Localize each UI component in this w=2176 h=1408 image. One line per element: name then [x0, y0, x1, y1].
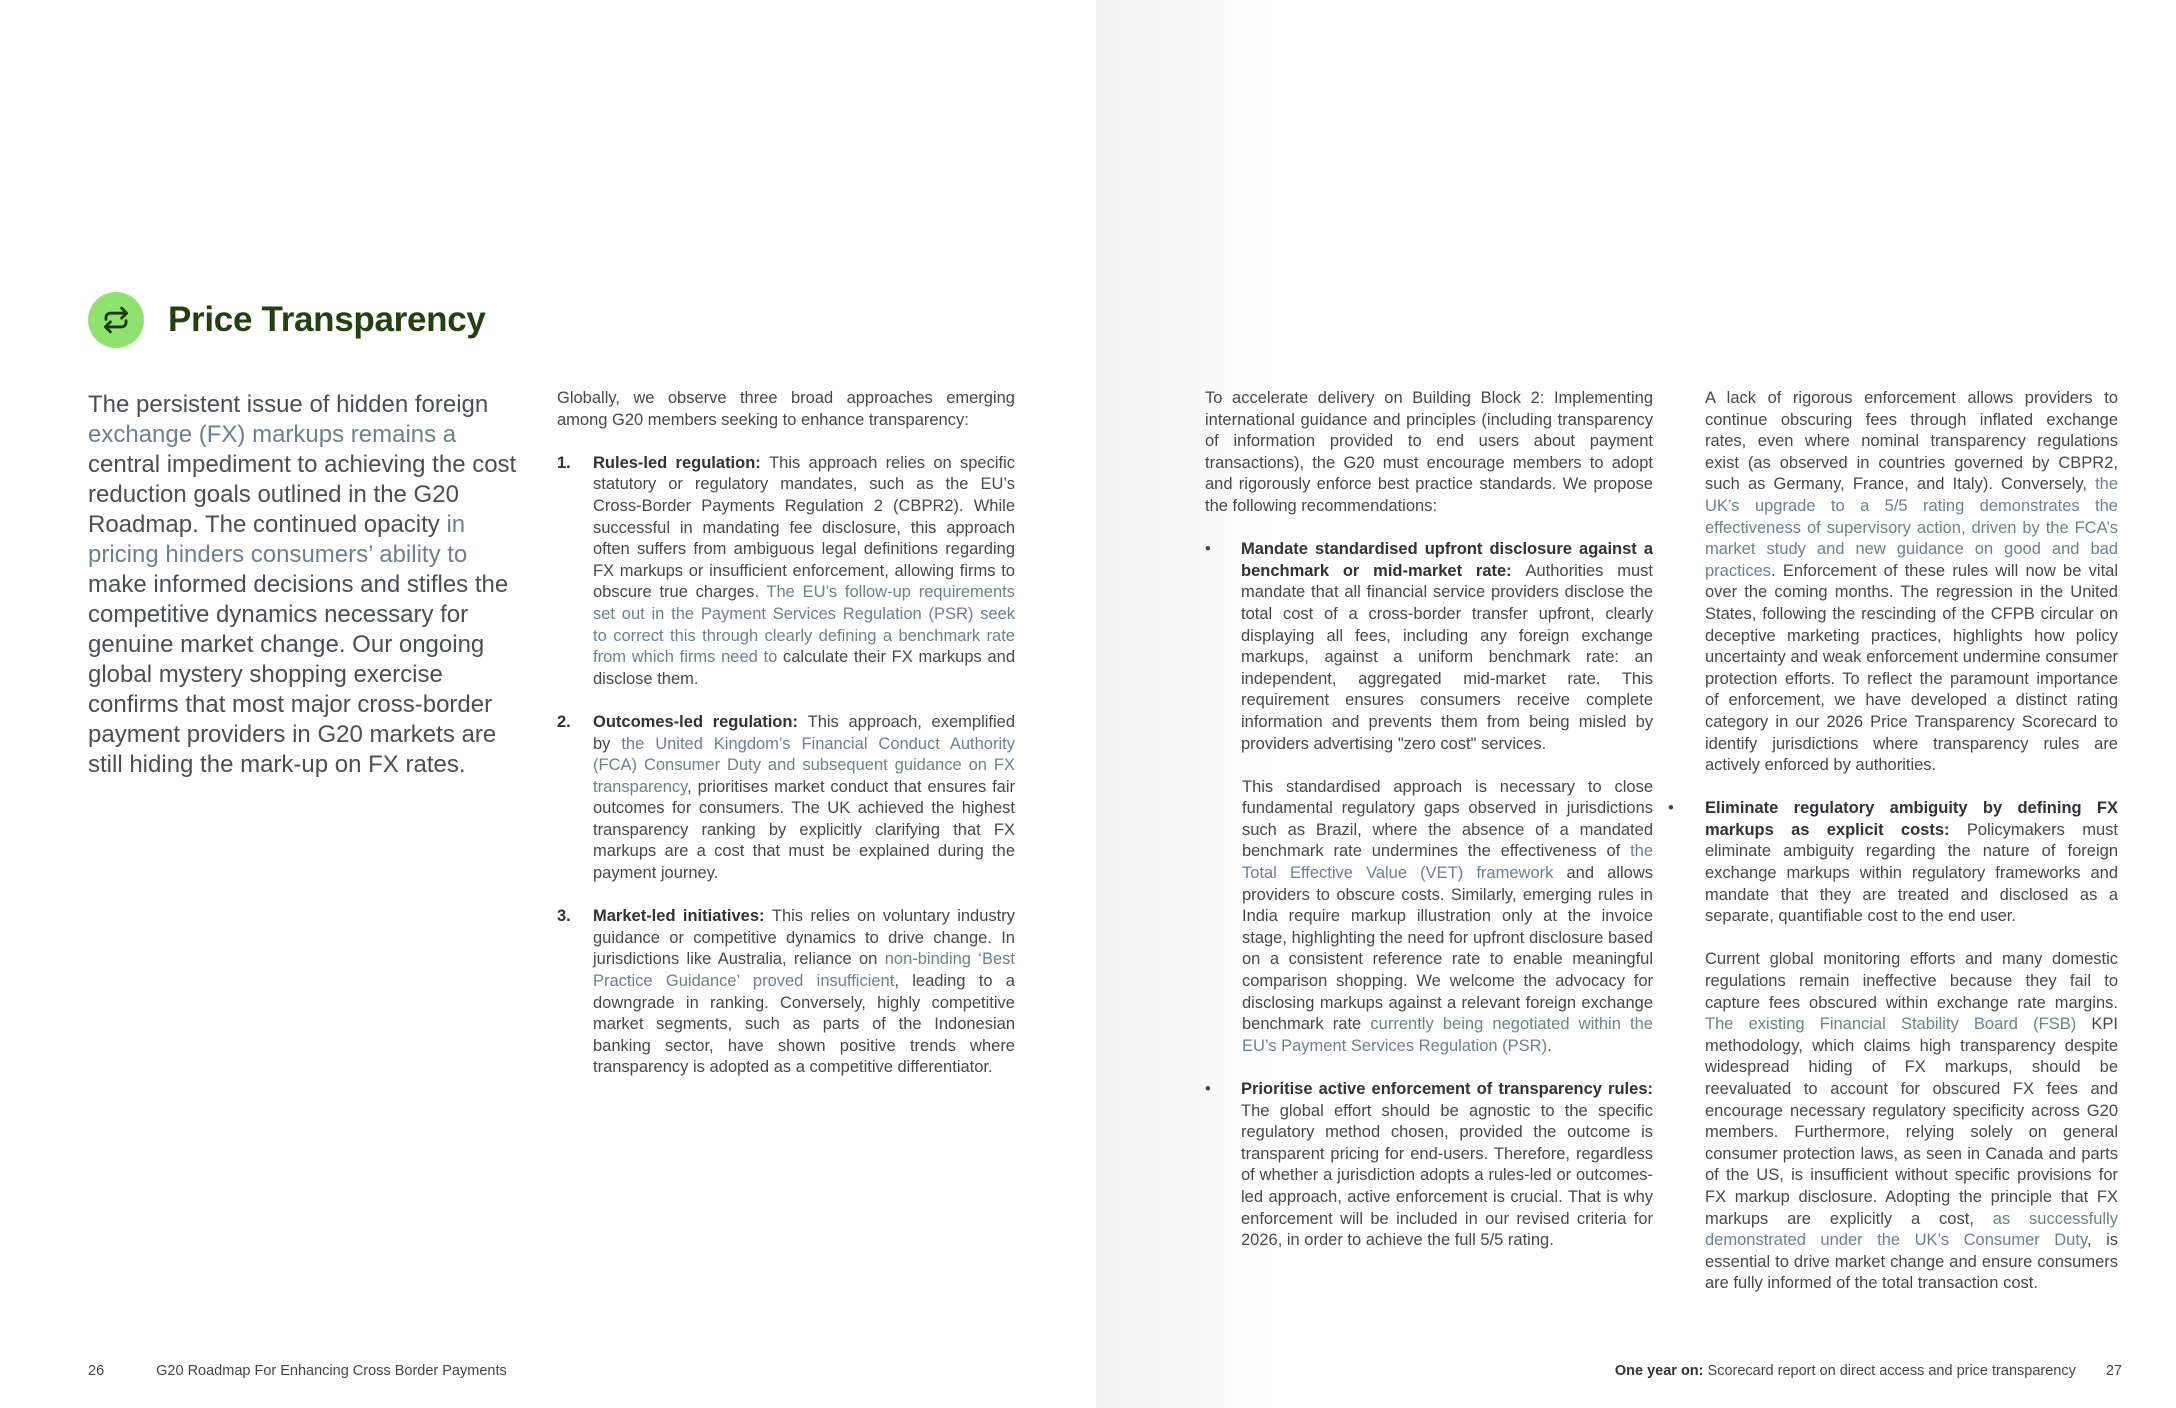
- link-text[interactable]: as successfully demonstrated under the UK’s Consumer Duty: [1705, 1209, 2118, 1250]
- item-text: [593, 907, 1015, 1076]
- bold-lead-in: Eliminate regulatory ambiguity by defining FX markups as explicit costs:: [1705, 799, 2118, 839]
- continuation-paragraph: [1242, 777, 1653, 1058]
- text-segment: A lack of rigorous enforcement allows providers to continue obscuring fees through inflated exchange rates, even where nominal transparency regulations exist (as observed in countries governed by CBPR2, such as Germany, France, and Italy). Conversely,: [1705, 389, 2118, 494]
- item-number: 2.: [557, 712, 571, 731]
- text-segment: The global effort should be agnostic to the specific regulatory method chosen, provided the outcome is transparent pricing for end-users. Therefore, regardless of whether a jurisdiction adopts a rules-led or outcomes-led approach, active enforcement is crucial. That is why enforcement will be included in our revised criteria for 2026, in order to achieve the full 5/5 rating.: [1241, 1101, 1653, 1250]
- numbered-item: [557, 906, 1015, 1079]
- bold-lead-in: Market-led initiatives:: [593, 907, 772, 926]
- text-segment: Authorities must mandate that all financial service providers disclose the total cost of a cross-border transfer upfront, clearly displaying all fees, including any foreign exchange markups, against a uniform benchmark rate: an independent, aggregated mid-market rate. This requirement ensures consumers receive complete information and prevents them from being misled by providers advertising "zero cost" services.: [1241, 561, 1653, 753]
- link-text[interactable]: the UK’s upgrade to a 5/5 rating demonstrates the effectiveness of supervisory action, driven by the FCA’s market study and new guidance on good and bad practices: [1705, 475, 2118, 580]
- link-text[interactable]: non-binding ‘Best Practice Guidance’ proved insufficient: [593, 950, 1015, 991]
- intro-paragraph: [88, 390, 528, 780]
- link-text[interactable]: in pricing hinders consumers’ ability to: [88, 511, 468, 568]
- page-number: 26: [88, 1363, 105, 1379]
- bullet-item: [1668, 798, 2118, 928]
- right-text-column-2: [1668, 388, 2118, 1295]
- bold-lead-in: Mandate standardised upfront disclosure against a benchmark or mid-market rate:: [1241, 540, 1653, 580]
- text-segment: make informed decisions and stifles the competitive dynamics necessary for genuine market change. Our ongoing global mystery shopping exercise confirms that most major cross-border payment providers in G20 markets are still hiding the mark-up on FX rates.: [88, 571, 509, 778]
- right-footer: [1615, 1362, 2122, 1380]
- bullet-marker: •: [1205, 540, 1211, 559]
- numbered-item: [557, 453, 1015, 691]
- column-lead: Globally, we observe three broad approaches emerging among G20 members seeking to enhance transparency:: [557, 389, 1015, 429]
- bold-lead-in: Prioritise active enforcement of transparency rules:: [1241, 1080, 1653, 1098]
- footer-text: Scorecard report on direct access and price transparency: [1703, 1363, 2076, 1379]
- text-segment: central impediment to achieving the cost reduction goals outlined in the G20 Roadmap. The continued opacity: [88, 451, 517, 538]
- text-segment: This relies on voluntary industry guidance or competitive dynamics to drive change. In jurisdictions like Australia, reliance on: [593, 907, 1015, 969]
- item-number: 1.: [557, 453, 571, 472]
- text-segment: This standardised approach is necessary to close fundamental regulatory gaps observed in jurisdictions such as Brazil, where the absence of a mandated benchmark rate undermines the effectiveness of: [1242, 777, 1653, 861]
- footer-report-title: [1615, 1362, 2076, 1380]
- text-segment: calculate their FX markups and disclose them.: [593, 648, 1015, 688]
- body-paragraph: [1705, 388, 2118, 777]
- bullet-text: [1241, 1080, 1653, 1249]
- body-paragraph: [1705, 949, 2118, 1295]
- bold-lead-in: Rules-led regulation:: [593, 453, 770, 472]
- footer-report-title: G20 Roadmap For Enhancing Cross Border Payments: [156, 1363, 507, 1379]
- link-text[interactable]: The EU’s follow-up requirements set out in the Payment Services Regulation (PSR) seek to correct this through clearly defining a benchmark rate from which firms need to: [593, 583, 1015, 667]
- right-text-column-1: [1205, 388, 1653, 1273]
- bullet-text: [1241, 540, 1653, 752]
- link-text[interactable]: currently being negotiated within the EU’s Payment Services Regulation (PSR): [1242, 1015, 1653, 1055]
- left-footer: [88, 1362, 507, 1380]
- left-text-column: [557, 388, 1015, 1101]
- link-text[interactable]: The existing Financial Stability Board (FSB): [1705, 1015, 2077, 1034]
- text-segment: This approach relies on specific statutory or regulatory mandates, such as the EU’s Cross-Border Payments Regulation 2 (CBPR2). While successful in mandating fee disclosure, this approach often suffers from ambiguous legal definitions regarding FX markups or insufficient enforcement, allowing firms to obscure true charges.: [593, 453, 1015, 602]
- text-segment: . Enforcement of these rules will now be vital over the coming months. The regression in the United States, following the rescinding of the CFPB circular on deceptive marketing practices, highlights how policy uncertainty and weak enforcement undermine consumer protection efforts. To reflect the paramount importance of enforcement, we have developed a distinct rating category in our 2026 Price Transparency Scorecard to identify jurisdictions where transparency rules are actively enforced by authorities.: [1705, 561, 2118, 775]
- text-segment: This approach, exemplified by: [593, 712, 1015, 753]
- text-segment: Current global monitoring efforts and many domestic regulations remain ineffective because they fail to capture fees obscured within exchange rate margins.: [1705, 950, 2118, 1012]
- text-segment: , leading to a downgrade in ranking. Conversely, highly competitive market segments, such as parts of the Indonesian banking sector, have shown positive trends where transparency is adopted as a competitive differentiator.: [593, 972, 1015, 1077]
- bullet-item: [1205, 539, 1653, 755]
- item-text: [593, 454, 1015, 688]
- text-segment: , is essential to drive market change and ensure consumers are fully informed of the total transaction cost.: [1705, 1231, 2118, 1293]
- text-segment: KPI methodology, which claims high transparency despite widespread hiding of FX markups, should be reevaluated to account for obscured FX fees and encourage necessary regulatory specificity across G20 members. Furthermore, relying solely on general consumer protection laws, as seen in Canada and parts of the US, is insufficient without specific provisions for FX markup disclosure. Adopting the principle that FX markups are explicitly a cost,: [1705, 1015, 2118, 1228]
- numbered-item: [557, 712, 1015, 885]
- footer-bold-prefix: One year on:: [1614, 1363, 1704, 1379]
- item-number: 3.: [557, 907, 571, 926]
- text-segment: Policymakers must eliminate ambiguity regarding the nature of foreign exchange markups within regulatory frameworks and mandate that they are treated and disclosed as a separate, quantifiable cost to the end user.: [1705, 820, 2118, 926]
- text-segment: , prioritises market conduct that ensures fair outcomes for consumers. The UK achieved the highest transparency ranking by explicitly clarifying that FX markups are a cost that must be explained during the payment journey.: [593, 777, 1015, 883]
- link-text[interactable]: the United Kingdom’s Financial Conduct Authority (FCA) Consumer Duty and subsequent guidance on FX transparency: [593, 734, 1015, 796]
- section-header: [88, 292, 486, 348]
- bullet-text: [1705, 799, 2118, 925]
- bullet-marker: •: [1668, 799, 1674, 818]
- page-title: Price Transparency: [168, 300, 486, 339]
- text-segment: and allows providers to obscure costs. Similarly, emerging rules in India require markup illustration only at the invoice stage, highlighting the need for upfront disclosure based on a consistent reference rate to enable meaningful comparison shopping. We welcome the advocacy for disclosing markups against a relevant foreign exchange benchmark rate: [1242, 864, 1653, 1034]
- link-text[interactable]: the Total Effective Value (VET) framework: [1242, 842, 1653, 883]
- text-segment: .: [1547, 1036, 1552, 1055]
- link-text[interactable]: exchange (FX) markups remains a: [88, 421, 457, 448]
- bullet-item: [1205, 1079, 1653, 1252]
- bold-lead-in: Outcomes-led regulation:: [593, 712, 808, 731]
- bullet-marker: •: [1205, 1080, 1211, 1098]
- item-text: [593, 713, 1015, 882]
- column-lead: To accelerate delivery on Building Block 2: Implementing international guidance and principles (including transparency of information provided to end users about payment transactions), the G20 must encourage members to adopt and rigorously enforce best practice standards. We propose the following recommendations:: [1205, 389, 1653, 515]
- text-segment: The persistent issue of hidden foreign: [88, 391, 489, 418]
- swap-arrows-icon: [88, 292, 144, 348]
- page-number: 27: [2105, 1363, 2122, 1379]
